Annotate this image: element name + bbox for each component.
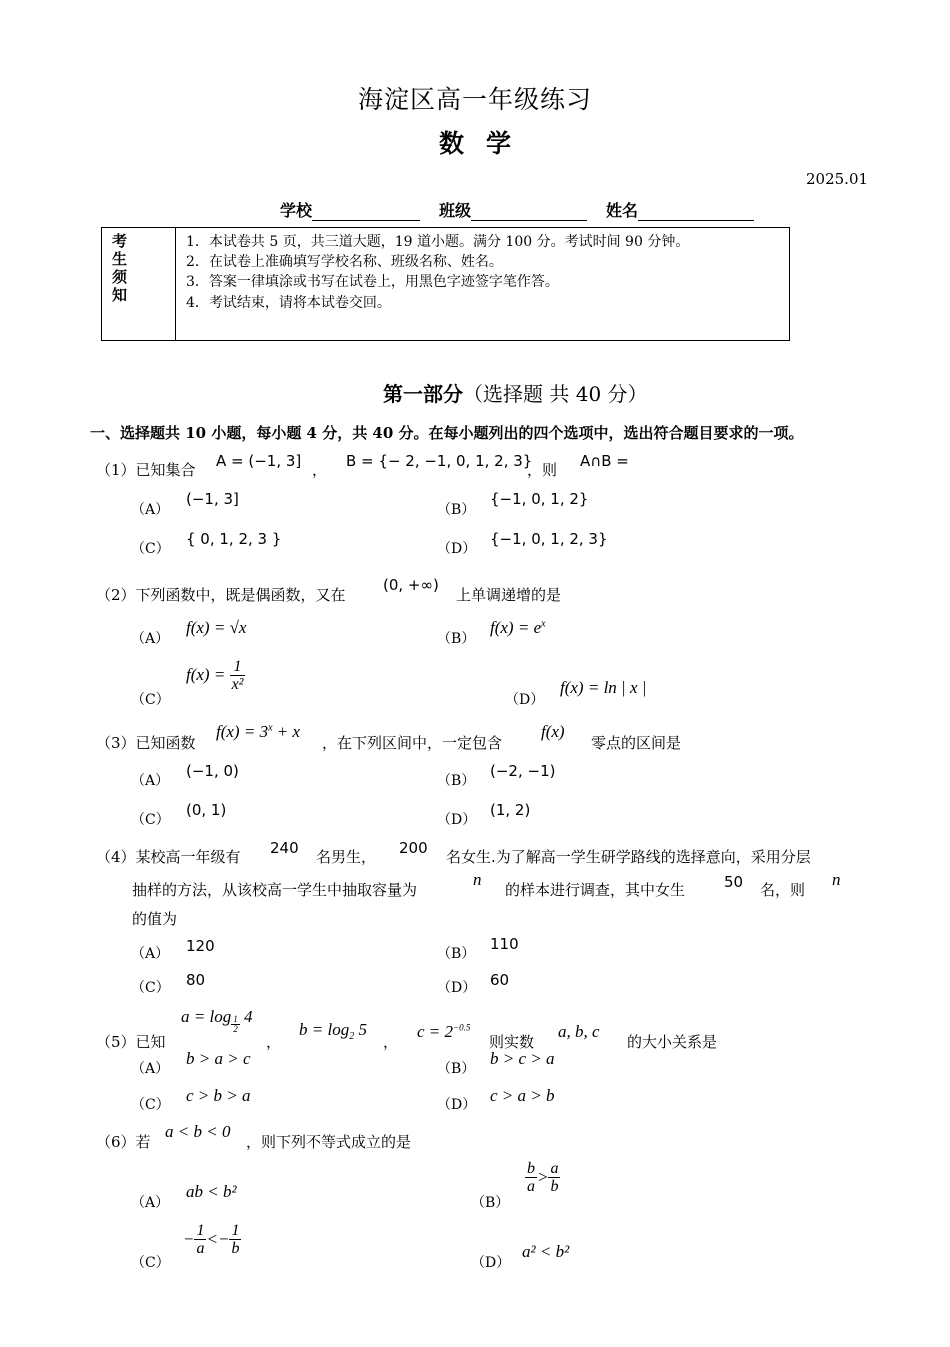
q5-option-b[interactable]: b > c > a xyxy=(490,1049,555,1068)
q4-text: 的值为 xyxy=(132,910,178,928)
q4-option-c[interactable]: 80 xyxy=(186,971,206,989)
option-label: （A） xyxy=(131,1195,170,1211)
option-label: （A） xyxy=(131,631,170,647)
q4-boys: 240 xyxy=(270,839,299,857)
notice-label-char: 考 xyxy=(112,232,128,250)
q6-option-d[interactable]: a² < b² xyxy=(522,1242,570,1261)
q5-a-expr: a = log $\frac{1}{2}$ 4 xyxy=(181,1007,253,1034)
q3-option-a[interactable]: (−1, 0) xyxy=(186,762,239,780)
q6-stem-end: ，则下列不等式成立的是 xyxy=(246,1133,412,1151)
option-label: （C） xyxy=(131,1097,170,1113)
option-label: （B） xyxy=(437,946,476,962)
q4-option-a[interactable]: 120 xyxy=(186,937,215,955)
option-label: （C） xyxy=(131,1255,170,1271)
question-2 xyxy=(96,584,346,605)
q1-expr: A∩B = xyxy=(580,452,629,470)
q3-option-c[interactable]: (0, 1) xyxy=(186,801,227,819)
exam-notice-box xyxy=(101,227,790,341)
option-label: （D） xyxy=(471,1255,511,1271)
q2-option-d[interactable]: f(x) = ln | x | xyxy=(560,678,647,697)
school-field[interactable] xyxy=(280,198,420,221)
q-number: （2） xyxy=(96,586,136,604)
q1-comma: ， xyxy=(312,461,328,479)
notice-label-char: 生 xyxy=(112,250,128,268)
option-label: （B） xyxy=(437,773,476,789)
q-stem: 已知 xyxy=(135,1033,166,1051)
question-6 xyxy=(96,1131,151,1152)
q5-b-expr: $b = \log_2 5$ xyxy=(299,1020,367,1043)
option-label: （D） xyxy=(437,541,477,557)
q4-girls: 200 xyxy=(399,839,428,857)
q1-option-b[interactable]: {−1, 0, 1, 2} xyxy=(490,490,589,508)
part1-title-bold: 第一部分 xyxy=(383,382,463,406)
q5-vars: a, b, c xyxy=(558,1022,600,1041)
q3-option-d[interactable]: (1, 2) xyxy=(490,801,531,819)
q5-then: 则实数 xyxy=(489,1033,535,1051)
q4-text: 名男生， xyxy=(316,848,377,866)
q5-stem-end: 的大小关系是 xyxy=(627,1033,718,1051)
option-label: （A） xyxy=(131,946,170,962)
q3-option-b[interactable]: (−2, −1) xyxy=(490,762,556,780)
option-label: （B） xyxy=(437,1061,476,1077)
q5-c-expr: $c = 2^{-0.5}$ xyxy=(417,1022,471,1041)
q1-set-a: A = (−1, 3] xyxy=(216,452,302,470)
class-label: 班级 xyxy=(439,201,472,220)
q4-n: n xyxy=(832,870,841,889)
q6-condition: a < b < 0 xyxy=(165,1122,231,1141)
school-label: 学校 xyxy=(280,201,313,220)
question-1 xyxy=(96,459,196,480)
notice-item: 1．本试卷共 5 页，共三道大题，19 道小题。满分 100 分。考试时间 90 分钟。 xyxy=(186,234,690,250)
q3-stem-mid: ，在下列区间中，一定包含 xyxy=(322,734,503,752)
notice-item: 3．答案一律填涂或书写在试卷上，用黑色字迹签字笔作答。 xyxy=(186,274,559,290)
option-label: （C） xyxy=(131,692,170,708)
exam-title: 海淀区高一年级练习 xyxy=(357,85,592,114)
q5-comma: ， xyxy=(383,1033,399,1051)
question-5 xyxy=(96,1031,166,1052)
q-number: （6） xyxy=(96,1133,136,1151)
option-label: （C） xyxy=(131,980,170,996)
q2-stem-end: 上单调递增的是 xyxy=(456,586,562,604)
q-stem: 已知函数 xyxy=(135,734,196,752)
q5-option-a[interactable]: b > a > c xyxy=(186,1049,251,1068)
exam-date: 2025.01 xyxy=(806,170,869,188)
q2-option-b[interactable]: $f(x) = e^x$ xyxy=(490,618,546,637)
q-stem: 已知集合 xyxy=(135,461,196,479)
question-3 xyxy=(96,732,196,753)
question-4: （4）某校高一年级有 xyxy=(96,848,241,866)
q4-text: 名女生.为了解高一学生研学路线的选择意向，采用分层 xyxy=(446,848,811,866)
q-number: （1） xyxy=(96,461,136,479)
notice-item: 4．考试结束，请将本试卷交回。 xyxy=(186,295,391,311)
school-blank[interactable] xyxy=(312,204,420,221)
q4-text: 名，则 xyxy=(760,881,806,899)
option-label: （D） xyxy=(437,980,477,996)
option-label: （C） xyxy=(131,541,170,557)
option-label: （C） xyxy=(131,812,170,828)
q4-text: 抽样的方法，从该校高一学生中抽取容量为 xyxy=(132,881,418,899)
option-label: （D） xyxy=(437,1097,477,1113)
q2-option-c[interactable]: f(x) = $\frac{1}{\text{x²}}$ xyxy=(186,658,244,693)
q1-then: ，则 xyxy=(527,461,558,479)
q1-option-d[interactable]: {−1, 0, 1, 2, 3} xyxy=(490,530,608,548)
class-blank[interactable] xyxy=(471,204,587,221)
q4-fifty: 50 xyxy=(724,873,744,891)
q3-function: $f(x) = 3^x + x$ xyxy=(216,722,301,741)
option-label: （B） xyxy=(471,1195,510,1211)
q-stem: 若 xyxy=(135,1133,151,1151)
name-field[interactable] xyxy=(606,198,754,221)
q1-set-b: B = {− 2, −1, 0, 1, 2, 3} xyxy=(346,452,533,470)
option-label: （D） xyxy=(505,692,545,708)
option-label: （A） xyxy=(131,502,170,518)
option-label: （B） xyxy=(437,502,476,518)
notice-label-cell xyxy=(102,228,176,340)
q-number: （4） xyxy=(96,848,136,866)
q3-fx: f(x) xyxy=(541,722,565,741)
q3-stem-end: 零点的区间是 xyxy=(591,734,682,752)
part1-title xyxy=(383,378,648,407)
q-stem: 下列函数中，既是偶函数，又在 xyxy=(135,586,346,604)
q2-interval: (0, +∞) xyxy=(383,576,439,594)
q4-text: 的样本进行调查，其中女生 xyxy=(505,881,686,899)
name-label: 姓名 xyxy=(606,201,639,220)
q-number: （3） xyxy=(96,734,136,752)
q4-option-d[interactable]: 60 xyxy=(490,971,510,989)
q5-option-d[interactable]: c > a > b xyxy=(490,1086,555,1105)
option-label: （B） xyxy=(437,631,476,647)
q6-option-a[interactable]: ab < b² xyxy=(186,1182,237,1201)
option-label: （D） xyxy=(437,812,477,828)
q1-option-a[interactable]: (−1, 3] xyxy=(186,490,239,508)
q4-n: n xyxy=(473,870,482,889)
q1-option-c[interactable]: { 0, 1, 2, 3 } xyxy=(186,530,282,548)
q4-option-b[interactable]: 110 xyxy=(490,935,519,953)
class-field[interactable] xyxy=(439,198,587,221)
q6-option-c[interactable]: − $\frac{1}{a}$ <− $\frac{1}{b}$ xyxy=(183,1222,240,1257)
option-label: （A） xyxy=(131,773,170,789)
q-number: （5） xyxy=(96,1033,136,1051)
notice-item: 2．在试卷上准确填写学校名称、班级名称、姓名。 xyxy=(186,254,503,270)
q5-option-c[interactable]: c > b > a xyxy=(186,1086,251,1105)
option-label: （A） xyxy=(131,1061,170,1077)
q6-option-b[interactable]: $\frac{b}{a}$ > $\frac{a}{b}$ xyxy=(527,1160,559,1195)
name-blank[interactable] xyxy=(638,204,754,221)
subject-title: 数学 xyxy=(438,129,533,158)
section1-heading: 一、选择题共 10 小题，每小题 4 分，共 40 分。在每小题列出的四个选项中，选出符合题目要求的一项。 xyxy=(90,424,804,442)
q5-comma: ， xyxy=(266,1033,282,1051)
q2-option-a[interactable]: f(x) = √x xyxy=(186,618,247,637)
notice-label-char: 知 xyxy=(112,286,128,304)
notice-label-char: 须 xyxy=(112,268,128,286)
part1-title-rest: （选择题 共 40 分） xyxy=(463,382,648,406)
